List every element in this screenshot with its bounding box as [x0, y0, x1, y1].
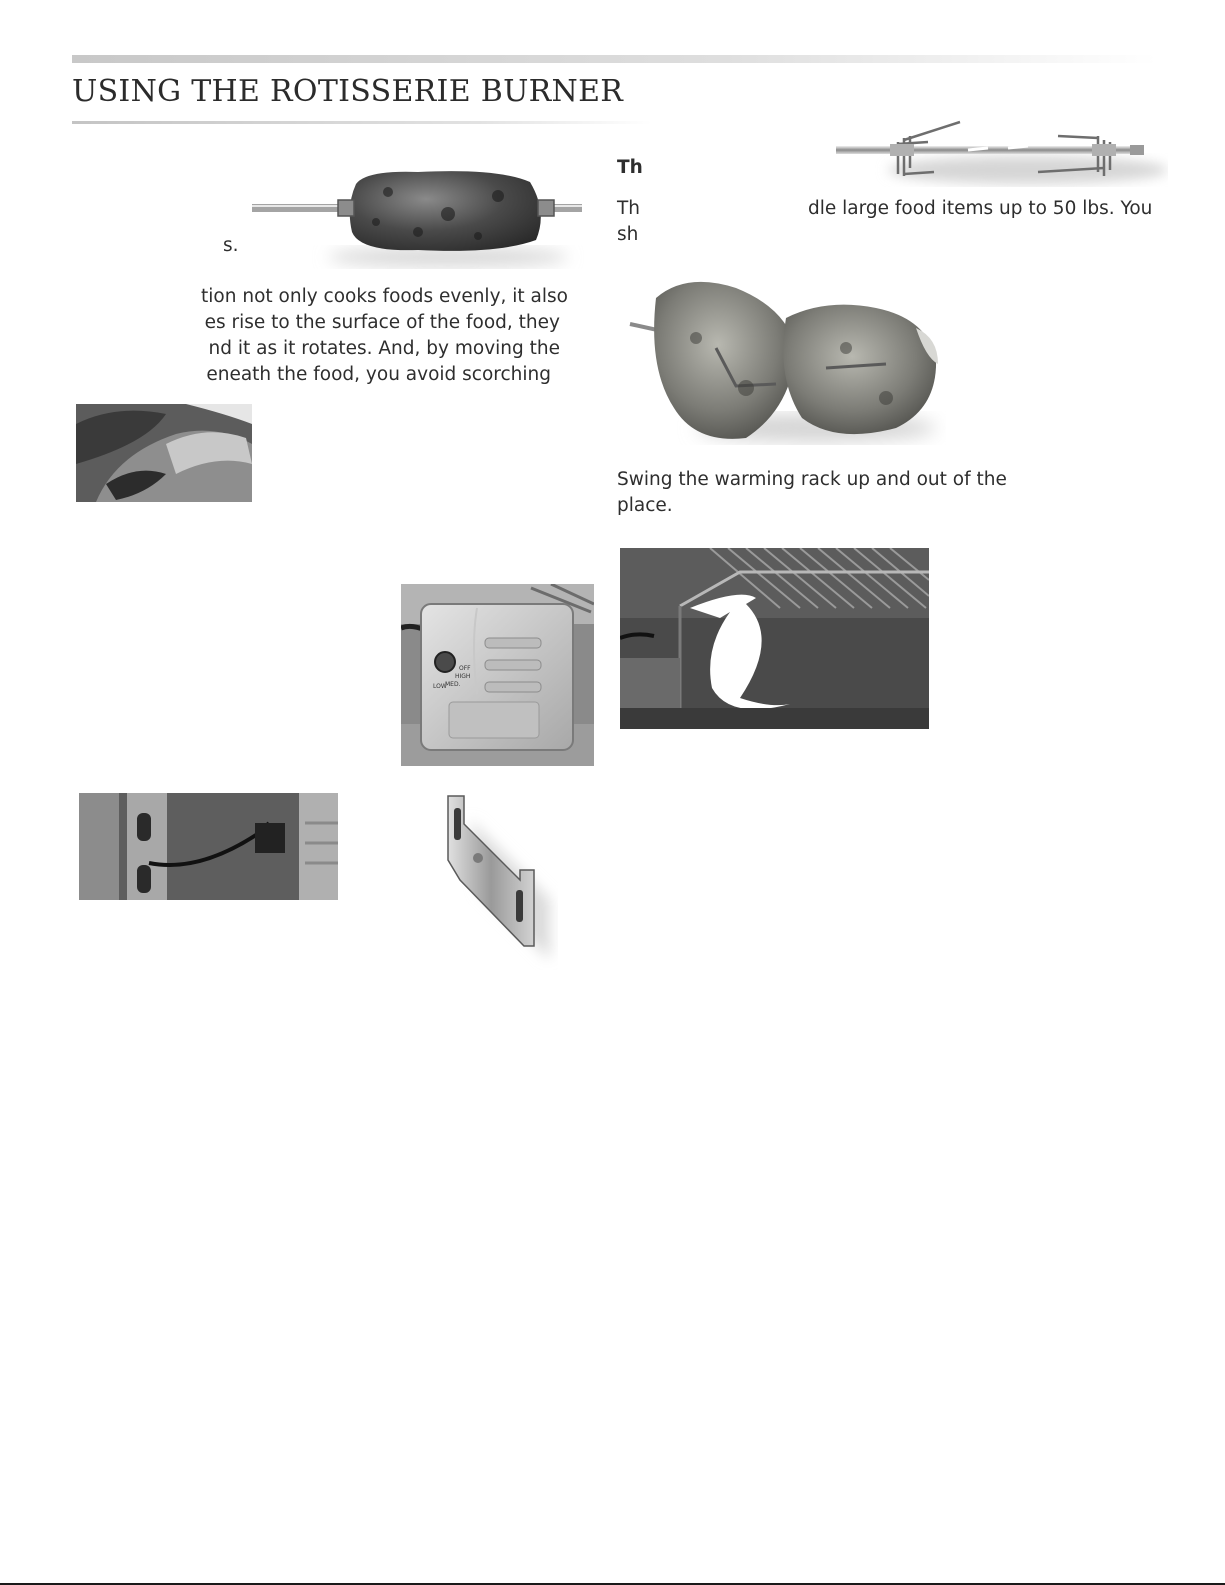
page-title: USING THE ROTISSERIE BURNER — [72, 74, 624, 109]
dial-label-off: OFF — [459, 665, 471, 672]
left-paragraph-line: nd it as it rotates. And, by moving the — [208, 338, 560, 359]
left-paragraph-line: tion not only cooks foods evenly, it also — [201, 286, 568, 307]
sliced-roast-image — [76, 404, 252, 502]
right-line-2-start: sh — [617, 224, 639, 245]
left-paragraph — [170, 284, 568, 388]
dial-label-high: HIGH — [455, 673, 471, 680]
right-line-start: Th — [617, 198, 641, 219]
swing-instructions — [617, 467, 1007, 519]
roast-on-spit-image — [248, 162, 588, 272]
right-heading-fragment: Th — [617, 157, 643, 178]
title-underline — [72, 121, 652, 124]
left-paragraph-line: eneath the food, you avoid scorching — [206, 364, 551, 385]
rotisserie-motor-image — [401, 584, 594, 766]
warming-rack-image — [620, 548, 929, 729]
right-line-end: dle large food items up to 50 lbs. You — [808, 198, 1153, 219]
swing-line: Swing the warming rack up and out of the — [617, 469, 1007, 490]
swing-line: place. — [617, 495, 673, 516]
motor-cord-image — [79, 793, 338, 900]
dial-label-low: LOW — [433, 683, 447, 690]
left-fragment: s. — [223, 235, 239, 256]
top-divider — [72, 55, 1157, 63]
chickens-on-spit-image — [626, 268, 946, 452]
left-paragraph-line: es rise to the surface of the food, they — [204, 312, 560, 333]
dial-label-med: MED. — [445, 681, 461, 688]
spit-rod-image — [828, 112, 1168, 198]
motor-bracket-image — [430, 790, 570, 970]
